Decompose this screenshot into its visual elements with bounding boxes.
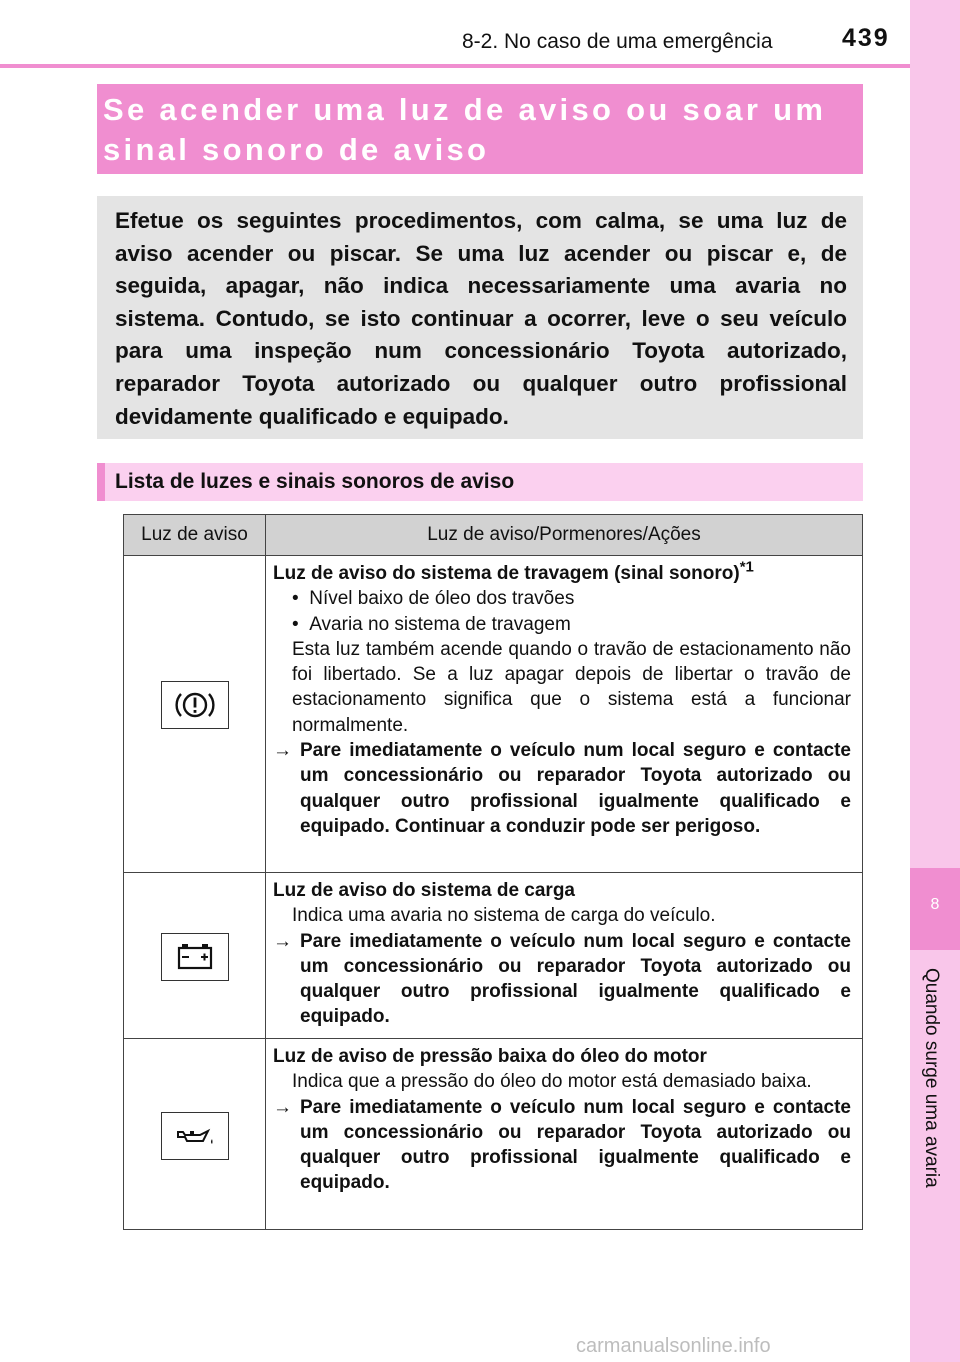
oil-pressure-icon (161, 1112, 229, 1160)
title-banner (97, 84, 863, 174)
watermark: carmanualsonline.info (576, 1335, 771, 1357)
brake-warning-icon (161, 681, 229, 729)
table-header-details: Luz de aviso/Pormenores/Ações (266, 515, 862, 555)
row-action: → Pare imediatamente o veículo num local seguro e contacte um concessionário ou reparador Toyota autorizado ou qualquer outro profissional igualmente qualificado e equipado. Continuar a conduzir pode ser perigoso. (273, 738, 851, 839)
section-title: 8-2. No caso de uma emergência (462, 30, 773, 53)
list-item: • Nível baixo de óleo dos travões (292, 588, 575, 610)
row-action: → Pare imediatamente o veículo num local seguro e contacte um concessionário ou reparador Toyota autorizado ou qualquer outro profissional igualmente qualificado e equipado. (273, 929, 851, 1030)
subheading-bar (97, 463, 863, 501)
page-title: Se acender uma luz de aviso ou soar um sinal sonoro de aviso (103, 92, 827, 167)
list-item: • Avaria no sistema de travagem (292, 613, 571, 635)
row-details: Indica uma avaria no sistema de carga do veículo. (292, 905, 716, 927)
arrow-icon: → (273, 740, 292, 762)
row-title: Luz de aviso de pressão baixa do óleo do motor (273, 1046, 707, 1067)
row-divider (124, 555, 862, 556)
warning-lights-table (123, 514, 863, 1230)
page-number: 439 (842, 24, 890, 52)
table-row (273, 558, 851, 839)
row-divider (124, 1038, 862, 1039)
intro-text: Efetue os seguintes procedimentos, com calma, se uma luz de aviso acender ou piscar. Se uma luz acender ou piscar e, de seguida, apagar, não indica necessariamente uma avaria no sistema. Contudo, se isto continuar a ocorrer, leve o seu veículo para uma inspeção num concessionário Toyota autorizado, reparador Toyota autorizado ou qualquer outro profissional devidamente qualificado e equipado. (115, 208, 847, 429)
row-title: Luz de aviso do sistema de carga (273, 880, 575, 901)
header-rule (0, 64, 910, 68)
battery-charge-icon (161, 933, 229, 981)
table-row (273, 1044, 851, 1196)
subheading: Lista de luzes e sinais sonoros de aviso (115, 470, 515, 493)
chapter-title: Quando surge uma avaria (921, 968, 942, 1188)
arrow-icon: → (273, 930, 292, 952)
table-header-light: Luz de aviso (124, 515, 265, 555)
row-details: Esta luz também acende quando o travão de estacionamento não foi libertado. Se a luz apagar depois de libertar o travão de estacionamento significa que o sistema está a funcionar normalmente. (292, 638, 851, 736)
footnote-mark: *1 (739, 558, 754, 576)
chapter-number: 8 (930, 896, 940, 913)
row-details: Indica que a pressão do óleo do motor está demasiado baixa. (292, 1071, 812, 1093)
arrow-icon: → (273, 1096, 292, 1118)
row-action: → Pare imediatamente o veículo num local seguro e contacte um concessionário ou reparador Toyota autorizado ou qualquer outro profissional igualmente qualificado e equipado. (273, 1095, 851, 1196)
row-divider (124, 872, 862, 873)
table-row (273, 878, 851, 1030)
row-title: Luz de aviso do sistema de travagem (sinal sonoro)$^{*1}$ (273, 558, 754, 584)
intro-box (97, 196, 863, 439)
